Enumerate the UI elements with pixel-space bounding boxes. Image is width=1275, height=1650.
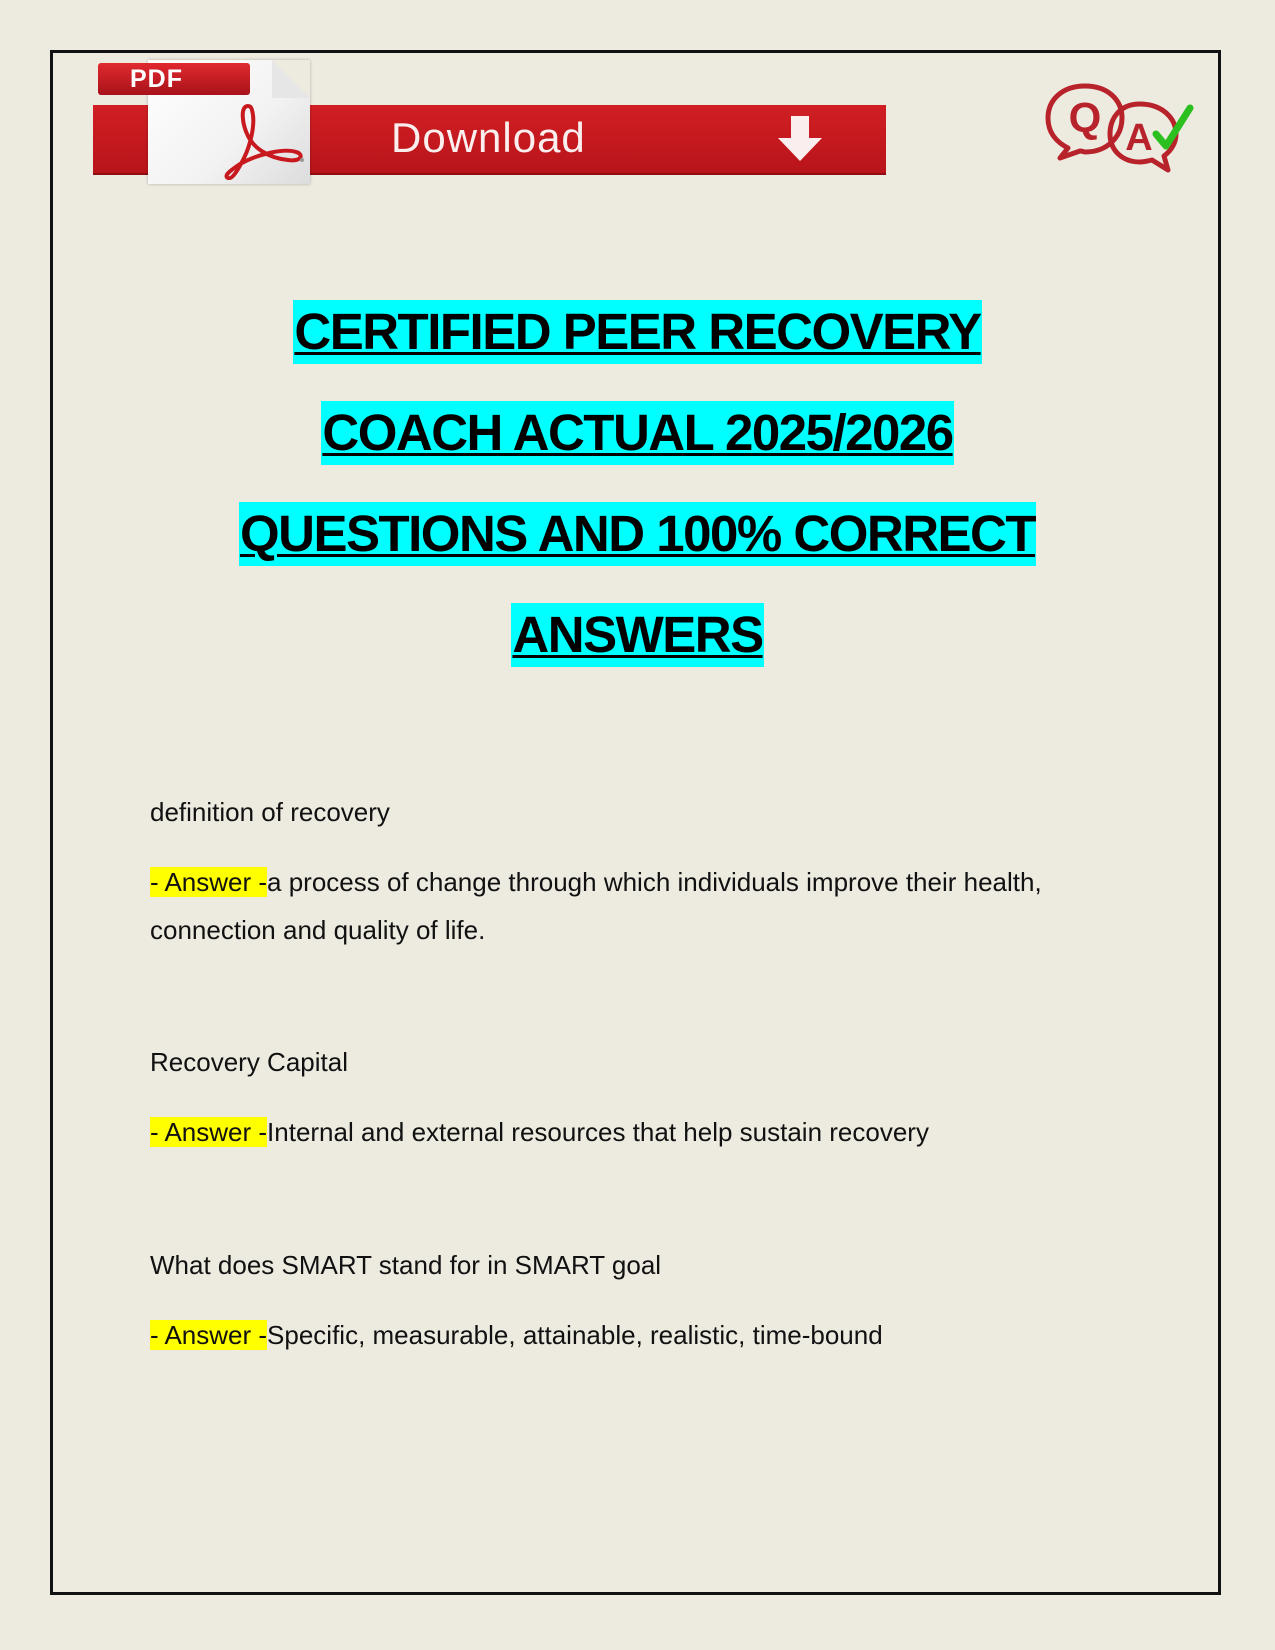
qa-logo-a: A [1125, 117, 1153, 159]
download-arrow-icon [776, 116, 824, 162]
page-fold [272, 60, 310, 98]
qa-item-3 [150, 1249, 1110, 1359]
pdf-tab-label: PDF [98, 63, 250, 95]
answer-text [150, 1108, 1110, 1156]
download-label: Download [391, 114, 586, 161]
qa-item-2 [150, 1046, 1110, 1156]
answer-prefix-highlight: - Answer - [150, 1117, 268, 1147]
answer-text [150, 858, 1110, 954]
qa-chat-check-icon [1040, 78, 1200, 178]
qa-item-1 [150, 796, 1110, 954]
answer-text [150, 1311, 1110, 1359]
title-line-1: CERTIFIED PEER RECOVERY [293, 300, 981, 364]
title-line-3: QUESTIONS AND 100% CORRECT [239, 502, 1036, 566]
answer-body: Internal and external resources that help sustain recovery [267, 1117, 929, 1147]
question-text: definition of recovery [150, 797, 390, 827]
acrobat-logo-icon [218, 102, 308, 180]
title-line-2: COACH ACTUAL 2025/2026 [321, 401, 953, 465]
question-text: Recovery Capital [150, 1047, 348, 1077]
qa-logo-q: Q [1068, 94, 1102, 141]
answer-prefix-highlight: - Answer - [150, 1320, 268, 1350]
document-title [60, 300, 1215, 704]
answer-body: Specific, measurable, attainable, realistic, time-bound [267, 1320, 883, 1350]
pdf-download-banner[interactable] [93, 58, 886, 186]
answer-prefix-highlight: - Answer - [150, 867, 268, 897]
answer-body: a process of change through which individuals improve their health, connection and quality of life. [150, 867, 1042, 945]
question-text: What does SMART stand for in SMART goal [150, 1250, 662, 1280]
title-line-4: ANSWERS [511, 603, 763, 667]
